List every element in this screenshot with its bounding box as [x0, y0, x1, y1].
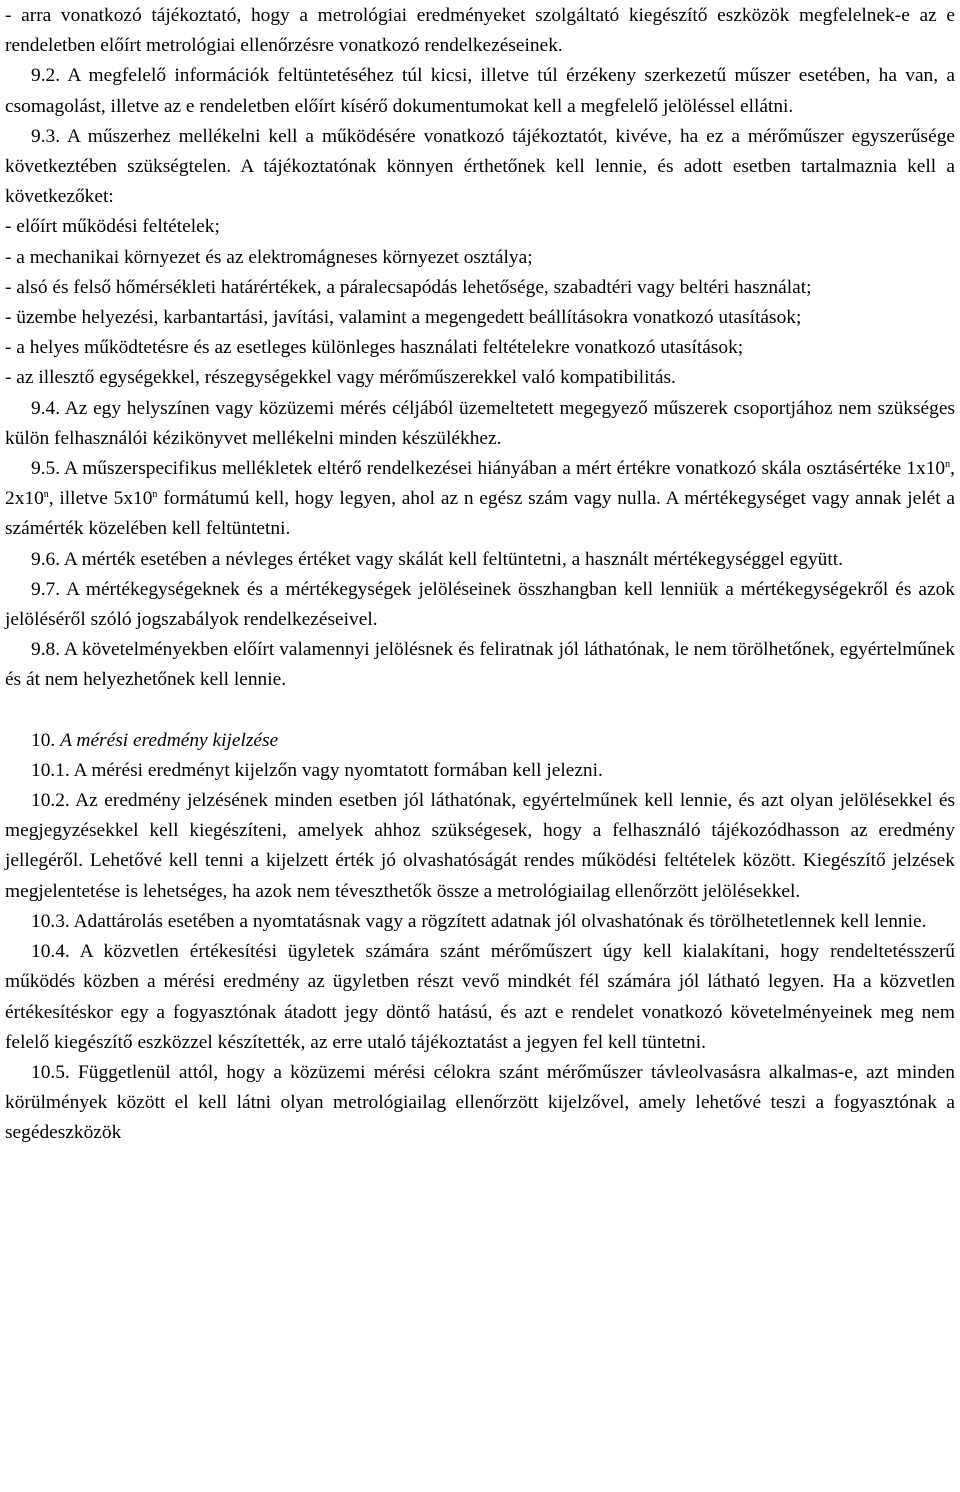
paragraph-9-8: 9.8. A követelményekben előírt valamennyi jelölésnek és feliratnak jól láthatónak, le nem törölhetőnek, egyértelműnek és át nem helyezhetőnek kell lennie. — [5, 639, 955, 691]
list-item-mukodesi-feltetelek: - előírt működési feltételek; — [5, 216, 220, 238]
p95-exponent-3: n — [152, 489, 158, 501]
paragraph-10-3: 10.3. Adattárolás esetében a nyomtatásnak vagy a rögzített adatnak jól olvashatónak és törölhetetlennek kell lennie. — [31, 910, 927, 932]
section-10-heading — [5, 726, 955, 756]
p95-exponent-2: n — [43, 489, 49, 501]
p95-text-2: , 2x10 — [5, 458, 955, 510]
section-10-title: A mérési eredmény kijelzése — [60, 729, 279, 751]
p95-text-3: , illetve 5x10 — [48, 488, 153, 510]
list-item-kompatibilitas: - az illesztő egységekkel, részegységekkel vagy mérőműszerekkel való kompatibilitás. — [5, 367, 676, 389]
p95-exponent-1: n — [945, 459, 951, 471]
section-gap — [5, 696, 955, 726]
paragraph-9-2: 9.2. A megfelelő információk feltüntetéséhez túl kicsi, illetve túl érzékeny szerkezetű műszer esetében, ha van, a csomagolást, illetve az e rendeletben előírt kísérő dokumentumokat kell a megfelelő jelöléssel ellátni. — [5, 65, 955, 117]
section-10-number: 10. — [31, 729, 61, 751]
list-item-mukodtetesi-utasitasok: - a helyes működtetésre és az esetleges különleges használati feltételekre vonatkozó utasítások; — [5, 337, 744, 359]
paragraph-9-3: 9.3. A műszerhez mellékelni kell a működésére vonatkozó tájékoztatót, kivéve, ha ez a mérőműszer egyszerűsége következtében szükségtelen. A tájékoztatónak könnyen érthetőnek kell lennie, és adott esetben tartalmaznia kell a következőket: — [5, 125, 955, 208]
list-item-uzembe-helyezesi-utasitasok: - üzembe helyezési, karbantartási, javítási, valamint a megengedett beállításokra vonatkozó utasítások; — [5, 307, 802, 329]
paragraph-9-6: 9.6. A mérték esetében a névleges értéket vagy skálát kell feltüntetni, a használt mértékegységgel együtt. — [31, 548, 843, 570]
paragraph-9-5 — [5, 454, 955, 545]
paragraph-9-4: 9.4. Az egy helyszínen vagy közüzemi mérés céljából üzemeltetett megegyező műszerek csoportjához nem szükséges külön felhasználói kézikönyvet mellékelni minden készülékhez. — [5, 397, 955, 449]
paragraph-9-7: 9.7. A mértékegységeknek és a mértékegységek jelöléseinek összhangban kell lenniük a mértékegységekről és azok jelöléséről szóló jogszabályok rendelkezéseivel. — [5, 578, 955, 631]
paragraph-10-4: 10.4. A közvetlen értékesítési ügyletek számára szánt mérőműszert úgy kell kialakítani, hogy rendeltetésszerű működés közben a mérési eredmény az ügyletben részt vevő mindkét fél számára jól látható legyen. Ha a közvetlen értékesítéskor egy a fogyasztónak átadott jegy döntő hatású, és azt e rendelet vonatkozó követelményeinek meg nem felelő kiegészítő eszközzel készítették, az erre utaló tájékoztatást a jegyen fel kell tüntetni. — [5, 941, 955, 1053]
p95-text-4: formátumú kell, hogy legyen, ahol az n egész szám vagy nulla. A mértékegységet vagy annak jelét a számérték közelében kell feltüntetni. — [5, 488, 955, 540]
paragraph-tajekoztato-kiegeszito: - arra vonatkozó tájékoztató, hogy a metrológiai eredményeket szolgáltató kiegészítő eszközök megfelelnek-e az e rendeletben előírt metrológiai ellenőrzésre vonatkozó rendelkezéseinek. — [5, 5, 955, 57]
paragraph-10-1: 10.1. A mérési eredményt kijelzőn vagy nyomtatott formában kell jelezni. — [31, 759, 603, 781]
list-item-kornyezet-osztaly: - a mechanikai környezet és az elektromágneses környezet osztálya; — [5, 246, 533, 268]
list-item-homersekleti-hatarertekek: - alsó és felső hőmérsékleti határértékek, a páralecsapódás lehetősége, szabadtéri vagy beltéri használat; — [5, 276, 812, 298]
paragraph-10-2: 10.2. Az eredmény jelzésének minden esetben jól láthatónak, egyértelműnek kell lennie, és azt olyan jelölésekkel és megjegyzésekkel kell kiegészíteni, amelyek ahhoz szükségesek, hogy a felhasználó tájékozódhasson az eredmény jellegéről. Lehetővé kell tenni a kijelzett érték jó olvashatóságát rendes működési feltételek között. Kiegészítő jelzések megjelentetése is lehetséges, ha azok nem téveszthetők össze a metrológiailag ellenőrzött jelölésekkel. — [5, 790, 955, 902]
paragraph-10-5: 10.5. Függetlenül attól, hogy a közüzemi mérési célokra szánt mérőműszer távleolvasásra alkalmas-e, azt minden körülmények között el kell látni olyan metrológiailag ellenőrzött kijelzővel, amely lehetővé teszi a fogyasztónak a segédeszközök — [5, 1061, 955, 1144]
p95-text-1: 9.5. A műszerspecifikus mellékletek eltérő rendelkezései hiányában a mért értékre vonatkozó skála osztásértéke 1x10 — [31, 458, 946, 480]
